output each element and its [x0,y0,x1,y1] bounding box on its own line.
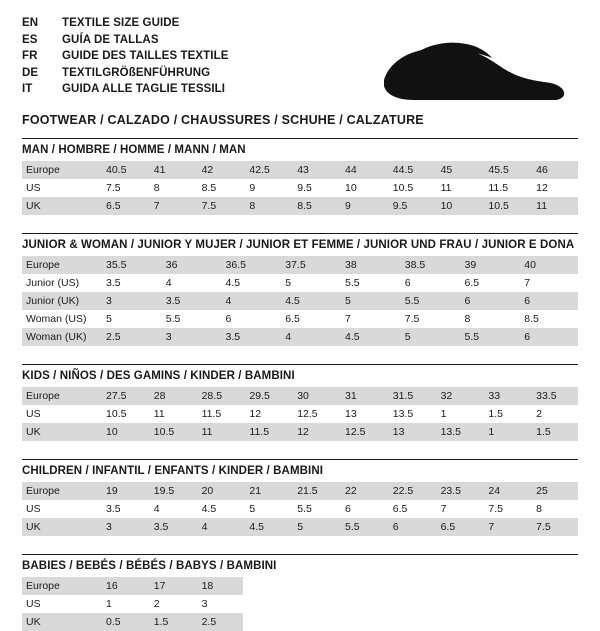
cell: 2.5 [196,613,244,631]
cell: 13.5 [435,423,483,441]
cell: 6.5 [435,518,483,536]
language-row [22,33,229,50]
cell: 1 [482,423,530,441]
cell: 3 [196,595,244,613]
cell-empty [339,613,387,631]
language-code: DE [22,66,39,79]
cell: 12 [530,179,578,197]
cell-empty [339,595,387,613]
cell: 6.5 [387,500,435,518]
cell: 1.5 [482,405,530,423]
cell: 10.5 [387,179,435,197]
table-row [22,310,578,328]
language-title: GUIDA ALLE TAGLIE TESSILI [62,83,226,95]
cell: 6 [387,518,435,536]
cell: 8.5 [518,310,578,328]
cell: 3.5 [148,518,196,536]
cell: 3 [100,292,160,310]
cell: 9.5 [387,197,435,215]
cell: 4 [196,518,244,536]
row-label: Europe [22,161,100,179]
cell: 13 [387,423,435,441]
cell: 4.5 [196,500,244,518]
cell: 18 [196,577,244,595]
cell: 41 [148,161,196,179]
cell: 45.5 [482,161,530,179]
row-label: UK [22,423,100,441]
cell: 1 [435,405,483,423]
cell: 9.5 [291,179,339,197]
cell: 30 [291,387,339,405]
row-label: US [22,405,100,423]
row-label: Junior (UK) [22,292,100,310]
section-divider [22,459,578,460]
table-row [22,577,578,595]
cell: 19 [100,482,148,500]
cell: 4.5 [279,292,339,310]
cell: 27.5 [100,387,148,405]
cell: 5.5 [339,518,387,536]
size-table-man [22,161,578,215]
cell: 24 [482,482,530,500]
language-code: FR [22,50,38,62]
row-label: Europe [22,577,100,595]
cell: 42.5 [243,161,291,179]
cell-empty [482,613,530,631]
section-title: KIDS / NIÑOS / DES GAMINS / KINDER / BAMBINI [22,370,295,382]
cell: 40.5 [100,161,148,179]
cell-empty [291,595,339,613]
cell: 12 [291,423,339,441]
section-children [22,459,578,536]
cell: 9 [339,197,387,215]
cell-empty [291,613,339,631]
row-label: Woman (UK) [22,328,100,346]
cell: 7.5 [100,179,148,197]
cell: 8.5 [291,197,339,215]
cell: 38.5 [399,256,459,274]
table-row [22,518,578,536]
section-babies [22,554,578,631]
table-row [22,256,578,274]
section-man [22,138,578,215]
row-label: US [22,500,100,518]
cell: 3.5 [220,328,280,346]
cell: 5.5 [459,328,519,346]
row-label: Europe [22,482,100,500]
cell-empty [387,577,435,595]
section-title: MAN / HOMBRE / HOMME / MANN / MAN [22,144,246,156]
cell: 7.5 [196,197,244,215]
row-label: UK [22,197,100,215]
cell: 19.5 [148,482,196,500]
cell: 5 [339,292,399,310]
cell: 3 [100,518,148,536]
row-label: Europe [22,256,100,274]
cell: 12.5 [291,405,339,423]
section-divider [22,554,578,555]
table-row [22,482,578,500]
size-table-babies [22,577,578,631]
cell-empty [243,613,291,631]
size-table-kids [22,387,578,441]
cell: 5.5 [339,274,399,292]
cell: 22.5 [387,482,435,500]
cell: 7.5 [530,518,578,536]
table-row [22,387,578,405]
size-table-junior-woman [22,256,578,346]
language-code: IT [22,83,33,95]
cell: 9 [243,179,291,197]
cell: 11 [435,179,483,197]
language-row [22,16,229,33]
cell: 36.5 [220,256,280,274]
footwear-heading: FOOTWEAR / CALZADO / CHAUSSURES / SCHUHE / CALZATURE [22,112,424,127]
cell: 43 [291,161,339,179]
cell: 23.5 [435,482,483,500]
language-title: TEXTILGRÖßENFÜHRUNG [62,66,211,79]
cell: 28.5 [196,387,244,405]
cell: 39 [459,256,519,274]
cell: 31.5 [387,387,435,405]
language-title-body [22,16,229,99]
cell: 29.5 [243,387,291,405]
cell: 4.5 [220,274,280,292]
cell: 4 [279,328,339,346]
cell: 8 [243,197,291,215]
cell: 3 [160,328,220,346]
cell: 28 [148,387,196,405]
cell-empty [339,577,387,595]
cell: 40 [518,256,578,274]
language-code: ES [22,33,38,46]
language-title: GUIDE DES TAILLES TEXTILE [62,50,229,62]
language-row [22,82,229,99]
cell: 35.5 [100,256,160,274]
cell: 25 [530,482,578,500]
cell: 6 [518,328,578,346]
row-label: US [22,595,100,613]
language-row [22,49,229,66]
cell: 16 [100,577,148,595]
cell-empty [435,577,483,595]
cell: 7 [339,310,399,328]
cell: 36 [160,256,220,274]
cell-empty [243,595,291,613]
cell: 0.5 [100,613,148,631]
table-row [22,423,578,441]
cell: 4.5 [339,328,399,346]
cell: 1.5 [148,613,196,631]
cell: 44 [339,161,387,179]
cell: 1 [100,595,148,613]
row-label: UK [22,518,100,536]
table-row [22,613,578,631]
cell-empty [435,595,483,613]
section-title: JUNIOR & WOMAN / JUNIOR Y MUJER / JUNIOR ET FEMME / JUNIOR UND FRAU / JUNIOR E DONA [22,239,575,251]
cell: 11 [530,197,578,215]
table-row [22,405,578,423]
cell: 8.5 [196,179,244,197]
cell: 37.5 [279,256,339,274]
cell: 22 [339,482,387,500]
cell: 10 [339,179,387,197]
section-divider [22,233,578,234]
cell: 12.5 [339,423,387,441]
cell-empty [482,577,530,595]
cell: 11.5 [482,179,530,197]
section-junior-woman [22,233,578,346]
cell: 6 [518,292,578,310]
cell: 31 [339,387,387,405]
cell: 10 [100,423,148,441]
cell: 6 [220,310,280,328]
section-title: BABIES / BEBÉS / BÉBÉS / BABYS / BAMBINI [22,560,277,572]
cell: 5.5 [399,292,459,310]
cell: 38 [339,256,399,274]
cell: 7 [518,274,578,292]
cell-empty [435,613,483,631]
language-title: TEXTILE SIZE GUIDE [62,17,180,29]
table-row [22,274,578,292]
cell: 5.5 [291,500,339,518]
cell: 6 [459,292,519,310]
cell: 20 [196,482,244,500]
size-table-children [22,482,578,536]
cell: 10 [435,197,483,215]
cell: 7.5 [482,500,530,518]
table-row [22,197,578,215]
cell: 32 [435,387,483,405]
cell: 12 [243,405,291,423]
cell-empty [530,613,578,631]
cell: 42 [196,161,244,179]
dress-shoe-icon [378,38,568,110]
cell: 8 [530,500,578,518]
cell: 3.5 [100,274,160,292]
cell: 10.5 [100,405,148,423]
cell: 6.5 [459,274,519,292]
table-row [22,161,578,179]
cell: 7 [435,500,483,518]
cell: 2.5 [100,328,160,346]
cell: 4 [148,500,196,518]
cell: 5.5 [160,310,220,328]
cell: 5 [291,518,339,536]
row-label: Woman (US) [22,310,100,328]
table-row [22,595,578,613]
cell: 13 [339,405,387,423]
cell: 8 [148,179,196,197]
row-label: Junior (US) [22,274,100,292]
cell: 11.5 [243,423,291,441]
language-title: GUÍA DE TALLAS [62,33,159,46]
section-divider [22,138,578,139]
cell: 3.5 [160,292,220,310]
cell: 4.5 [243,518,291,536]
cell-empty [243,577,291,595]
table-row [22,292,578,310]
cell: 7 [148,197,196,215]
cell: 10.5 [148,423,196,441]
language-title-table [22,16,229,99]
table-row [22,500,578,518]
cell: 2 [148,595,196,613]
table-row [22,328,578,346]
cell: 6.5 [100,197,148,215]
cell: 44.5 [387,161,435,179]
section-title: CHILDREN / INFANTIL / ENFANTS / KINDER / BAMBINI [22,465,324,477]
cell: 5 [243,500,291,518]
cell-empty [387,613,435,631]
header [22,16,578,127]
cell: 46 [530,161,578,179]
cell: 7.5 [399,310,459,328]
cell: 3.5 [100,500,148,518]
cell: 21.5 [291,482,339,500]
cell: 10.5 [482,197,530,215]
cell: 5 [100,310,160,328]
cell-empty [530,577,578,595]
language-row [22,66,229,83]
cell: 2 [530,405,578,423]
cell: 11 [196,423,244,441]
cell: 5 [399,328,459,346]
cell-empty [530,595,578,613]
cell: 4 [160,274,220,292]
cell: 6 [339,500,387,518]
cell: 21 [243,482,291,500]
cell: 4 [220,292,280,310]
cell: 45 [435,161,483,179]
language-code: EN [22,17,39,29]
cell-empty [387,595,435,613]
cell: 11.5 [196,405,244,423]
cell: 7 [482,518,530,536]
row-label: US [22,179,100,197]
cell-empty [291,577,339,595]
cell-empty [482,595,530,613]
cell: 13.5 [387,405,435,423]
table-row [22,179,578,197]
cell: 6 [399,274,459,292]
cell: 17 [148,577,196,595]
cell: 6.5 [279,310,339,328]
cell: 33.5 [530,387,578,405]
section-kids [22,364,578,441]
section-divider [22,364,578,365]
cell: 11 [148,405,196,423]
cell: 1.5 [530,423,578,441]
cell: 8 [459,310,519,328]
row-label: Europe [22,387,100,405]
cell: 33 [482,387,530,405]
cell: 5 [279,274,339,292]
row-label: UK [22,613,100,631]
